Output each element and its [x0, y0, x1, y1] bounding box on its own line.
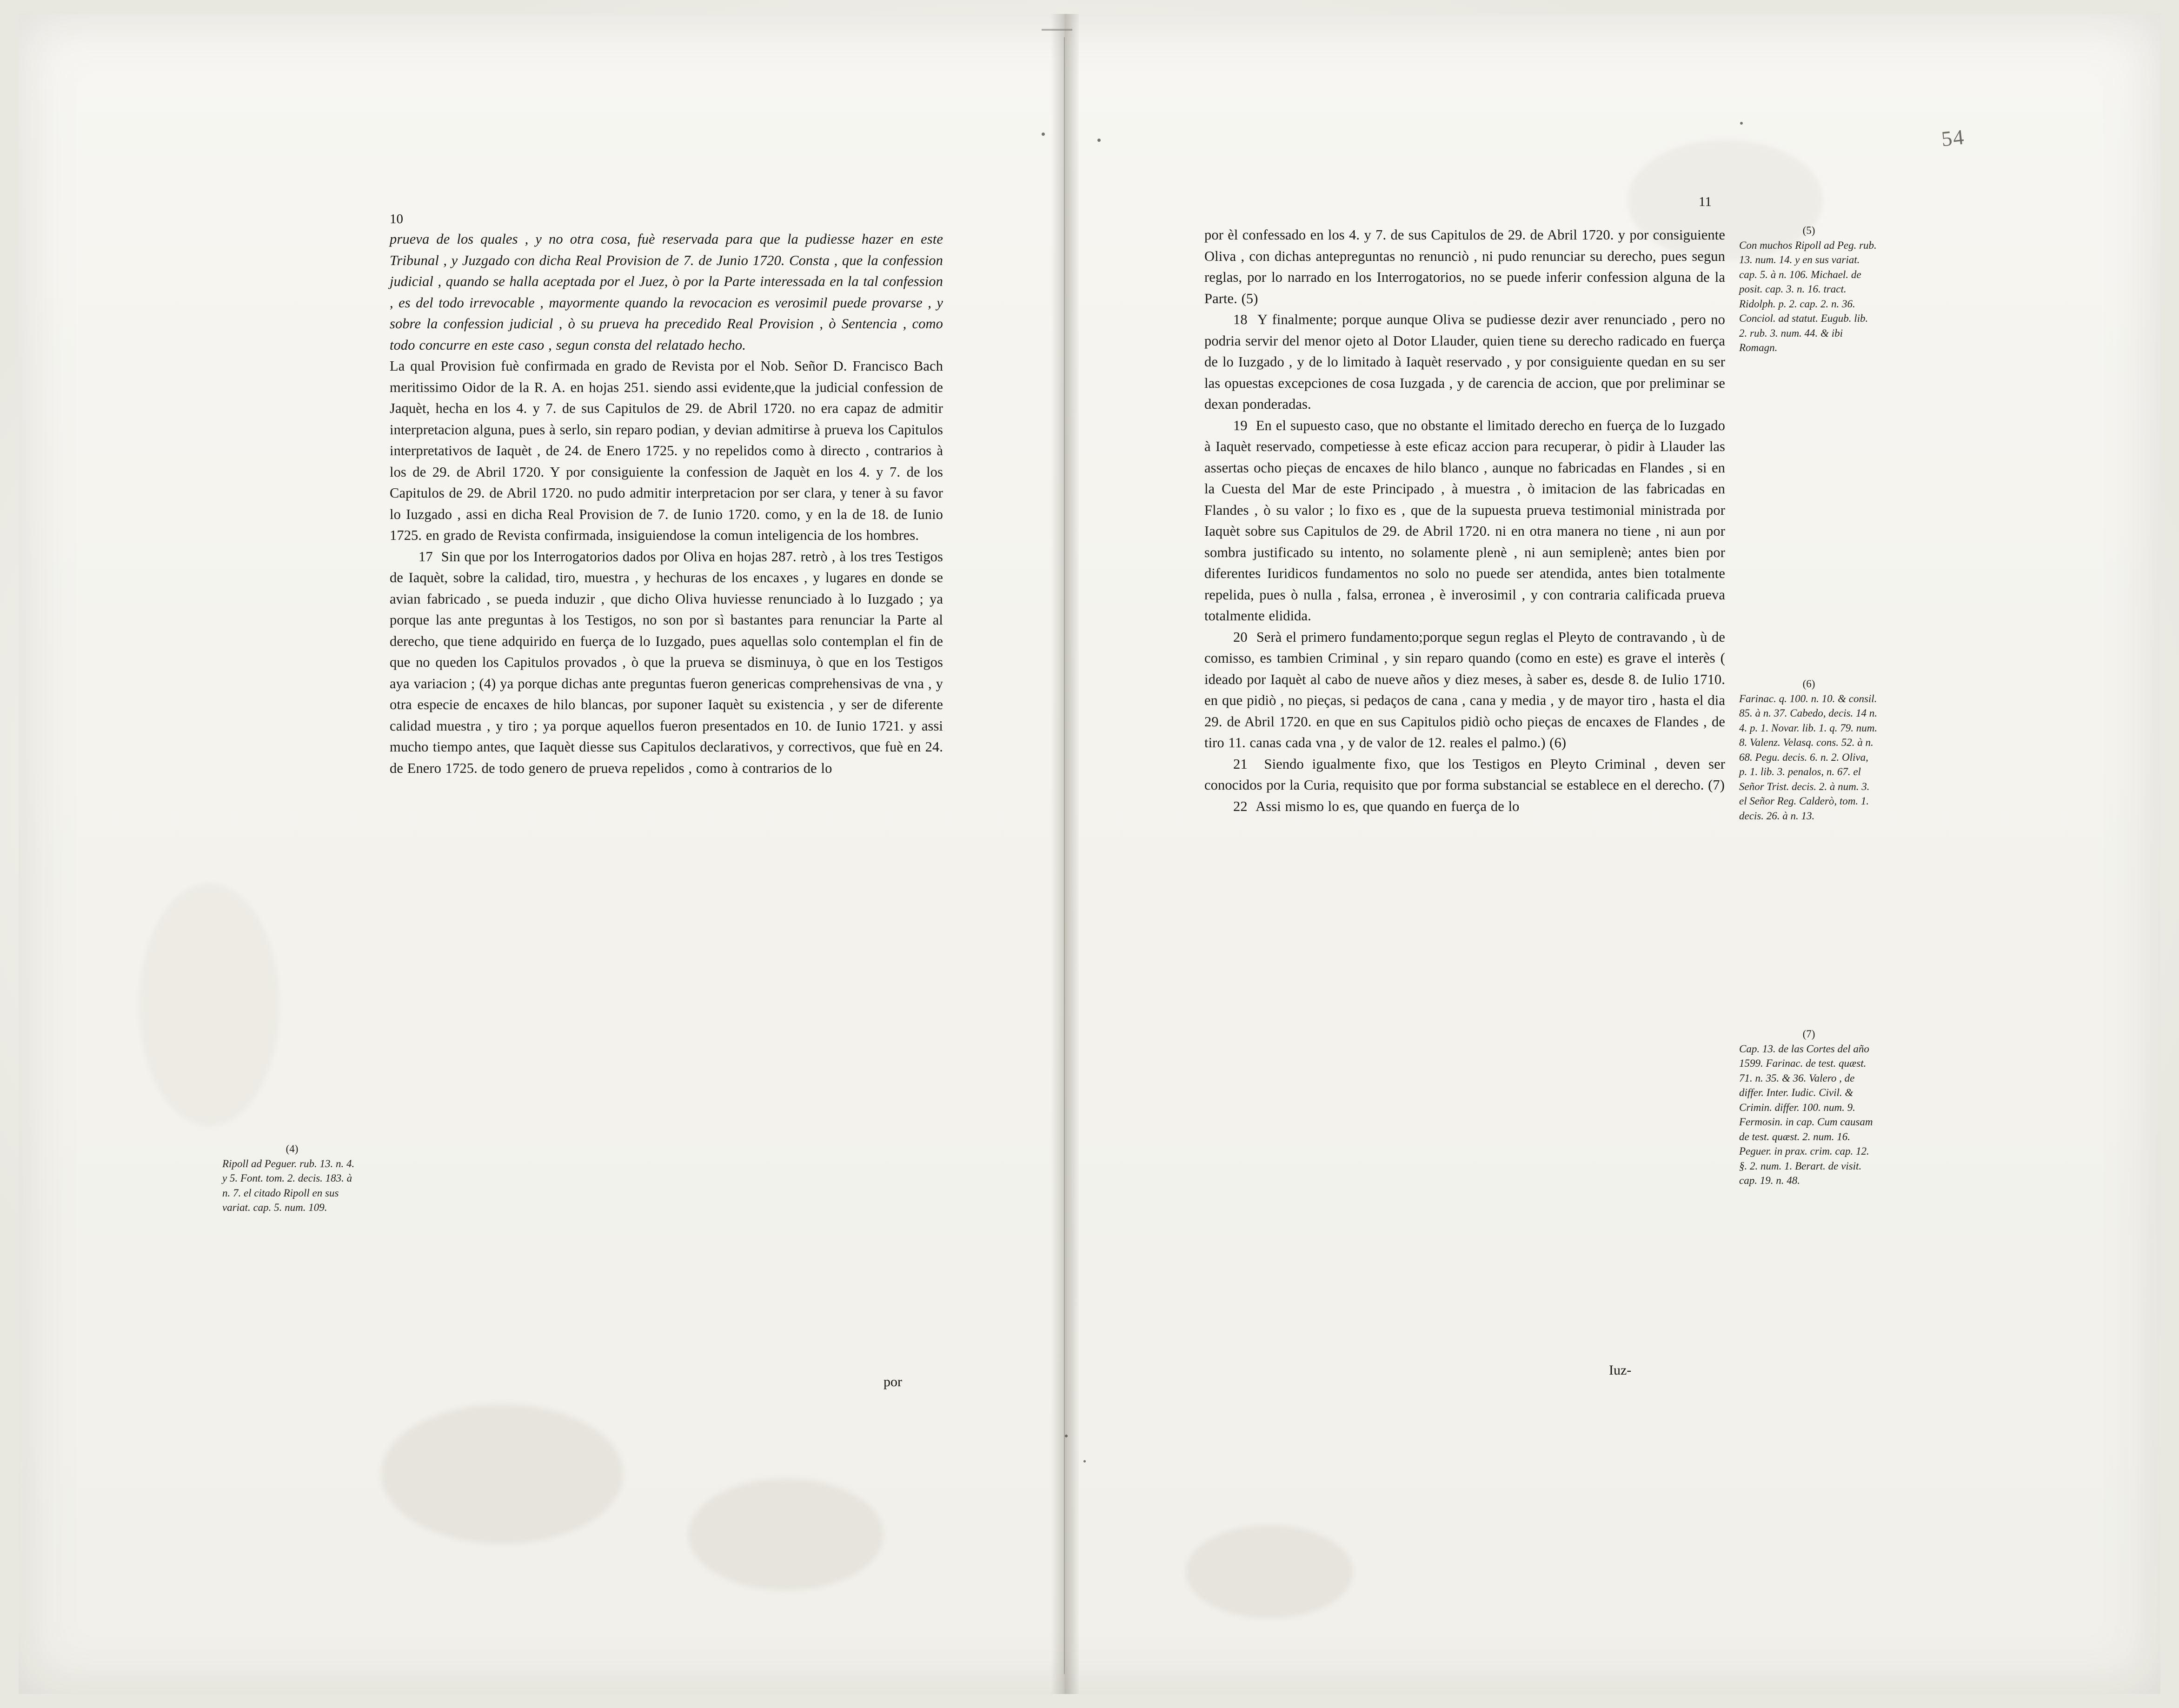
right-page-text-column: [1204, 225, 1725, 817]
margin-note-7-text: Cap. 13. de las Cortes del año 1599. Farinac. de test. quæst. 71. n. 35. & 36. Valero , de differ. Inter. Iudic. Civil. & Crimin. differ. 100. num. 9. Fermosin. in cap. Cum causam de test. quæst. 2. num. 16. Peguer. in prax. crim. cap. 12. §. 2. num. 1. Berart. de visit. cap. 19. n. 48.: [1739, 1043, 1873, 1186]
folio-number-right: 11: [1699, 194, 1712, 209]
paragraph-20: [1204, 627, 1725, 754]
catchword-left: por: [884, 1374, 902, 1389]
margin-note-5-marker: (5): [1802, 225, 1815, 236]
paragraph-21-number: 21: [1233, 756, 1248, 772]
paper-stain: [1186, 1525, 1353, 1618]
margin-note-5-text: Con muchos Ripoll ad Peg. rub. 13. num. 14. y en sus variat. cap. 5. à n. 106. Michael. de posit. cap. 3. n. 16. tract. Ridolph. p. 2. cap. 2. n. 36. Conciol. ad statut. Eugub. lib. 2. rub. 3. num. 44. & ibi Romagn.: [1739, 239, 1877, 353]
margin-note-4: [222, 1142, 362, 1215]
margin-note-4-marker: (4): [286, 1143, 299, 1155]
paragraph-18: [1204, 309, 1725, 415]
paper-stain: [381, 1404, 623, 1544]
book-gutter-shadow: [1051, 14, 1079, 1694]
ink-speck: [1740, 122, 1743, 125]
paragraph-20-number: 20: [1233, 629, 1248, 645]
paragraph-16-italic: prueva de los quales , y no otra cosa, fuè reservada para que la pudiesse hazer en este Tribunal , y Juzgado con dicha Real Provision de 7. de Junio 1720. Consta , que la confession judicial , quando se halla aceptada por el Juez, ò por la Parte interessada en la tal confession , es del todo irrevocable , mayormente quando la revocacion es verosimil puede provarse , y sobre la confession judicial , ò su prueva ha precedido Real Provision , ò Sentencia , como todo concurre en este caso , segun consta del relatado hecho.: [390, 231, 943, 353]
margin-note-6: [1739, 677, 1879, 823]
paper-stain: [688, 1479, 884, 1590]
paragraph-19-text: En el supuesto caso, que no obstante el limitado derecho en fuerça de lo Iuzgado à Iaquèt reservado, competiesse à este eficaz accion para recuperar, ò pidir à Llauder las assertas ocho pieças de encaxes de hilo blanco , aunque no fabricadas en Flandes , si en la Cuesta del Mar de este Principado , à muestra , ò imitacion de las fabricadas en Flandes , ò su valor ; lo fixo es , que de la supuesta prueva testimonial ministrada por Iaquèt sobre sus Capitulos de 29. de Abril 1720. ni en otra manera no tiene , ni aun por sombra justificado su intento, no solamente plenè , ni aun semiplenè; antes bien por diferentes Iuridicos fundamentos no solo no puede ser atendida, antes bien totalmente repelida, pues ò nulla , falsa, erronea , è inverosimil , y con contraria calificada prueva totalmente elidida.: [1204, 417, 1725, 624]
paragraph-18-number: 18: [1233, 312, 1248, 327]
paragraph-21-text: Siendo igualmente fixo, que los Testigos en Pleyto Criminal , deven ser conocidos por la Curia, requisito que por forma substancial se establece en el derecho. (7): [1204, 756, 1726, 793]
paragraph-22-number: 22: [1233, 798, 1248, 814]
margin-note-6-text: Farinac. q. 100. n. 10. & consil. 85. à n. 37. Cabedo, decis. 14 n. 4. p. 1. Novar. lib. 1. q. 79. num. 8. Valenz. Velasq. cons. 52. à n. 68. Pegu. decis. 6. n. 2. Oliva, p. 1. lib. 3. penalos, n. 67. el Señor Trist. decis. 2. à num. 3. el Señor Reg. Calderò, tom. 1. decis. 26. à n. 13.: [1739, 692, 1878, 822]
catchword-right: Iuz-: [1609, 1362, 1632, 1378]
ink-speck: [1065, 1435, 1068, 1437]
folio-number-left: 10: [390, 212, 403, 226]
paragraph-17-text: Sin que por los Interrogatorios dados por Oliva en hojas 287. retrò , à los tres Testigos de Iaquèt, sobre la calidad, tiro, muestra , y hechuras de los encaxes , y lugares en donde se avian fabricado , se pueda induzir , que dicho Oliva huviesse renunciado à lo Iuzgado ; ya porque las ante preguntas à los Testigos, no son por sì bastantes para renunciar la Parte al derecho, que tiene adquirido en fuerça de lo Iuzgado, pues aquellas solo contemplan el fin de que no queden los Capitulos provados , ò que la prueva se disminuya, ò que en los Testigos aya variacion ; (4) ya porque dichas ante preguntas fueron genericas comprehensivas de vna , y otra especie de encaxes de hilo blancas, por suponer Iaquèt su existencia , y ser de diferente calidad muestra , y tiro ; ya porque aquellos fueron presentados en 10. de Iunio 1721. y assi mucho tiempo antes, que Iaquèt diesse sus Capitulos declarativos, y correctivos, que fuè en 24. de Enero 1725. de todo genero de prueva repelidos , como à contrarios de lo: [390, 548, 943, 776]
margin-note-7: [1739, 1027, 1879, 1188]
trim-mark: [1042, 29, 1072, 31]
margin-note-6-marker: (6): [1802, 678, 1815, 690]
ink-speck: [1083, 1460, 1086, 1462]
paragraph-21: [1204, 754, 1725, 796]
paragraph-19-number: 19: [1233, 417, 1248, 433]
margin-note-7-marker: (7): [1802, 1028, 1815, 1040]
paragraph-17: [390, 546, 943, 779]
left-page-text-column: [390, 229, 943, 779]
paragraph-20-text: Serà el primero fundamento;porque segun reglas el Pleyto de contravando , ù de comisso, es tambien Criminal , y sin reparo quando (como en este) es grave el interès ( ideado por Iaquèt al cabo de nueve años y diez meses, à saber es, desde 8. de Iulio 1710. en que pidiò , no pieças, si pedaços de cana , cana y media , y de mayor tiro , hasta el dia 29. de Abril 1720. en que en sus Capitulos pidiò ocho pieças de encaxes de Flandes , de tiro 11. canas cada vna , y de valor de 12. reales el palmo.) (6): [1204, 629, 1725, 751]
paragraph-18-text: Y finalmente; porque aunque Oliva se pudiesse dezir aver renunciado , pero no podria servir del menor ojeto al Dotor Llauder, quien tiene su derecho radicado en fuerça de lo Iuzgado , y de lo limitado à Iaquèt reservado , y por consiguiente quedan en su ser las opuestas excepciones de cosa Iuzgada , y de carencia de accion, que por preliminar se dexan ponderadas.: [1204, 312, 1725, 412]
ink-speck: [1042, 133, 1045, 136]
paragraph-17-number: 17: [419, 548, 433, 565]
paragraph-19: [1204, 415, 1725, 627]
margin-note-4-text: Ripoll ad Peguer. rub. 13. n. 4. y 5. Font. tom. 2. decis. 183. à n. 7. el citado Ripoll en sus variat. cap. 5. num. 109.: [222, 1157, 355, 1213]
ink-speck: [1097, 139, 1101, 142]
paper-stain: [140, 884, 279, 1125]
paragraph-17-continuation: por èl confessado en los 4. y 7. de sus Capitulos de 29. de Abril 1720. y por consiguiente Oliva , con dichas antepreguntas no renunciò , ni pudo renunciar su derecho, pues segun reglas, por lo narrado en los Interrogatorios, no se puede inferir confession alguna de la Parte. (5): [1204, 227, 1725, 306]
paragraph-16-roman: La qual Provision fuè confirmada en grado de Revista por el Nob. Señor D. Francisco Bach meritissimo Oidor de la R. A. en hojas 251. siendo assi evidente,que la judicial confession de Jaquèt, hecha en los 4. y 7. de sus Capitulos de 29. de Abril 1720. no era capaz de admitir interpretacion alguna, pues à serlo, sin reparo podian, y devian admitirse à prueva los Capitulos interpretativos de Iaquèt , de 24. de Enero 1725. y no repelidos como à directo , contrarios à los de 29. de Abril 1720. Y por consiguiente la confession de Jaquèt en los 4. y 7. de los Capitulos de 29. de Abril 1720. no pudo admitir interpretacion por ser clara, y tener à su favor lo Iuzgado , assi en dicha Real Provision de 7. de Iunio 1720. como, y en la de 18. de Iunio 1725. en grado de Revista confirmada, insiguiendose la comun inteligencia de los hombres.: [390, 358, 943, 543]
paragraph-22-text: Assi mismo lo es, que quando en fuerça de lo: [1256, 798, 1520, 814]
pencil-foliation-annotation: 54: [1940, 125, 1966, 151]
book-gutter-line: [1064, 37, 1065, 1674]
paragraph-22: [1204, 796, 1725, 817]
margin-note-5: [1739, 223, 1879, 355]
